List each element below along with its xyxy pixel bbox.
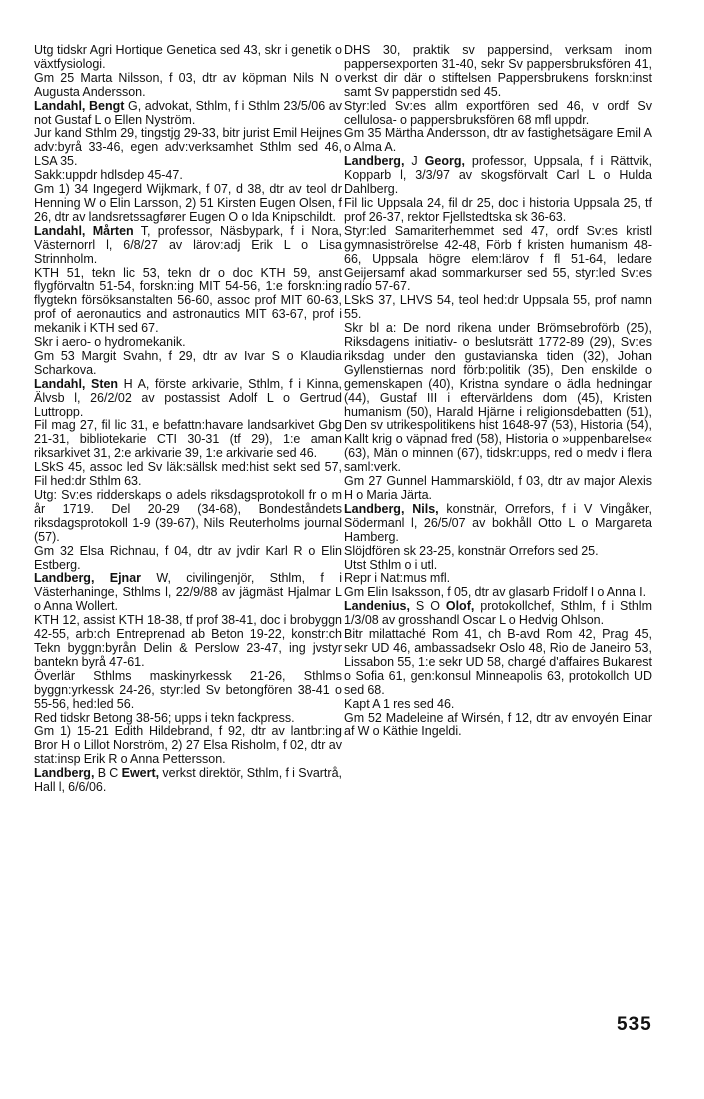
entry-text: Gm 25 Marta Nilsson, f 03, dtr av köpman Nils N o Augusta Andersson. — [34, 70, 342, 99]
biography-paragraph — [34, 545, 342, 573]
entry-text: Fil mag 27, fil lic 31, e befattn:havare landsarkivet Gbg 21-31, bibliotekarie CTI 30-31 (tf 29), 1:e aman riksarkivet 31, 2:e arkivarie 39, 1:e arkivarie sed 46. — [34, 418, 342, 461]
entry-text: professor, Uppsala, f i Rättvik, Kopparb l, 3/3/97 av skogsförvalt Carl L o Hulda Dahlberg. — [344, 154, 652, 197]
entry-text: Jur kand Sthlm 29, tingstjg 29-33, bitr jurist Emil Heijnes adv:byrå 33-46, egen adv:verksamhet Sthlm sed 46, LSA 35. — [34, 126, 342, 169]
entry-text: LSkS 45, assoc led Sv läk:sällsk med:hist sekt sed 57, Fil hed:dr Sthlm 63. — [34, 460, 342, 489]
entry-text: Gm 32 Elsa Richnau, f 04, dtr av jvdir Karl R o Elin Estberg. — [34, 543, 342, 572]
biography-paragraph — [344, 225, 652, 295]
biography-paragraph — [34, 44, 342, 72]
entry-text: Slöjdfören sk 23-25, konstnär Orrefors sed 25. — [344, 543, 599, 558]
entry-text: Utst Sthlm o i utl. — [344, 557, 438, 572]
biography-paragraph — [34, 127, 342, 169]
entry-text: DHS 30, praktik sv pappersind, verksam inom pappersexporten 31-40, sekr Sv pappersbruksfören 41, verkst dir där o stiftelsen Pappersbrukens forskn:inst samt Sv papperstidn sed 45. — [344, 43, 652, 99]
biography-paragraph — [34, 336, 342, 350]
biography-entry-heading-paragraph — [344, 155, 652, 197]
entry-name-given: Olof, — [445, 599, 475, 614]
entry-text: Styr:led Sv:es allm exportfören sed 46, v ordf Sv cellulosa- o pappersbruksfören 68 mfl uppdr. — [344, 98, 652, 127]
entry-text: Överlär Sthlms maskinyrkessk 21-26, Sthlms byggn:yrkessk 24-26, styr:led Sv betongfören 38-41 o 55-56, hed:led 56. — [34, 668, 342, 711]
entry-text: Gm 27 Gunnel Hammarskiöld, f 03, dtr av major Alexis H o Maria Järta. — [344, 474, 652, 502]
entry-text: Kapt A 1 res sed 46. — [344, 696, 455, 711]
right-column — [344, 44, 652, 739]
entry-name: Landahl, Sten — [34, 376, 119, 391]
biography-paragraph — [34, 183, 342, 225]
biography-paragraph — [344, 698, 652, 712]
entry-name: Landahl, Bengt — [34, 98, 125, 113]
entry-name: Landberg, — [34, 766, 95, 781]
entry-text: Gm 1) 15-21 Edith Hildebrand, f 92, dtr av lantbr:ing Bror H o Lillot Norström, 2) 27 Elsa Risholm, f 02, dtr av stat:insp Erik R o Anna Pettersson. — [34, 724, 342, 767]
biography-paragraph — [34, 267, 342, 337]
biography-paragraph — [34, 350, 342, 378]
entry-name: Landahl, Mårten — [34, 223, 134, 238]
entry-text: T, professor, Näsbypark, f i Nora, Västernorrl l, 6/8/27 av lärov:adj Erik L o Lisa Strinnholm. — [34, 223, 342, 266]
biography-paragraph — [34, 670, 342, 712]
entry-text: Red tidskr Betong 38-56; upps i tekn fackpress. — [34, 710, 295, 725]
biography-paragraph — [344, 586, 652, 600]
entry-text: Gm Elin Isaksson, f 05, dtr av glasarb Fridolf I o Anna I. — [344, 585, 647, 600]
entry-name-given: Ewert, — [121, 766, 160, 781]
entry-text: H A, förste arkivarie, Sthlm, f i Kinna, Älvsb l, 26/2/02 av postassist Adolf L o Gertrud Luttropp. — [34, 376, 343, 419]
biography-paragraph — [34, 72, 342, 100]
biography-paragraph — [344, 545, 652, 559]
biography-paragraph — [344, 197, 652, 225]
biography-paragraph — [344, 572, 652, 586]
biography-paragraph — [344, 322, 652, 475]
entry-text: S O — [409, 599, 446, 614]
biography-paragraph — [34, 489, 342, 545]
entry-text: Fil lic Uppsala 24, fil dr 25, doc i historia Uppsala 25, tf prof 26-37, rektor Fjellstedtska sk 36-63. — [344, 195, 652, 224]
entry-text: Bitr milattaché Rom 41, ch B-avd Rom 42, Prag 45, sekr UD 46, ambassadsekr Oslo 48, Rio de Janeiro 53, Lissabon 55, 1:e sekr UD 58, chargé d'affaires Bukarest o Sofia 61, gen:konsul Minneapolis 63, protokollch UD sed 68. — [344, 627, 652, 697]
entry-name: Landberg, Nils, — [344, 501, 439, 516]
biography-paragraph — [344, 628, 652, 698]
entry-name-given: Georg, — [424, 154, 465, 169]
entry-text: konstnär, Orrefors, f i V Vingåker, Södermanl l, 26/5/07 av bokhåll Otto L o Margareta Hamberg. — [344, 501, 652, 544]
biography-entry-heading-paragraph — [344, 503, 652, 545]
biography-paragraph — [34, 169, 342, 183]
entry-text: Skr bl a: De nord rikena under Brömsebroförb (25), Riksdagens initiativ- o beslutsrätt 1772-89 (29), Sv:es riksdag under den gustavianska tiden (32), Johan Gyllenstiernas nord förb:politik (35), Den enskilde o gemenskapen (40), Kristna syndare o ädla hedningar (44), Gustaf III i eftervärldens dom (45), Kristen humanism (50), Harald Hjärne i religionsdebatten (51), Den sv utrikespolitikens hist 1648-97 (53), Historia (54), Kallt krig o väpnad fred (58), Historia o »uppenbarelse« (63), Män o minnen (67), tidskr:upps, red o medv i flera saml:verk. — [344, 321, 652, 475]
biography-paragraph — [344, 44, 652, 100]
entry-text: Sakk:uppdr hdlsdep 45-47. — [34, 168, 183, 183]
biography-entry-heading-paragraph — [34, 225, 342, 267]
biography-paragraph — [344, 127, 652, 155]
biography-paragraph — [34, 419, 342, 461]
entry-text: Styr:led Samariterhemmet sed 47, ordf Sv:es kristl gymnasiströrelse 42-48, Förb f kristen humanism 48-66, Uppsala högre elem:lärov f fl 51-64, ledare Geijersamf akad sommarkurser sed 55, styr:led Sv:es radio 57-67. — [344, 223, 652, 294]
biography-entry-heading-paragraph — [34, 767, 342, 795]
entry-text: KTH 51, tekn lic 53, tekn dr o doc KTH 59, anst flygförvaltn 51-54, forskn:ing MIT 54-56, 1:e forskn:ing flygtekn försöksanstalten 56-60, assoc prof MIT 60-63, prof of aeronautics and astronautics MIT 63-67, prof i mekanik i KTH sed 67. — [34, 265, 342, 336]
entry-text: protokollchef, Sthlm, f i Sthlm 1/3/08 av grosshandl Oscar L o Hedvig Ohlson. — [344, 599, 652, 628]
entry-text: Gm 1) 34 Ingegerd Wijkmark, f 07, d 38, dtr av teol dr Henning W o Elin Larsson, 2) 51 Kirsten Eugen Olsen, f 26, dtr av landsretssagfører Eugen O o Ida Knipschildt. — [34, 182, 342, 224]
entry-name: Landberg, — [344, 154, 405, 169]
entry-name: Landberg, Ejnar — [34, 571, 142, 586]
entry-text: Skr i aero- o hydromekanik. — [34, 335, 186, 350]
entry-text: verkst direktör, Sthlm, f i Svartrå, Hall l, 6/6/06. — [34, 766, 342, 795]
biography-paragraph — [344, 100, 652, 128]
entry-name: Landenius, — [344, 599, 410, 614]
biography-paragraph — [34, 614, 342, 670]
biography-paragraph — [344, 294, 652, 322]
entry-text: Repr i Nat:mus mfl. — [344, 571, 451, 586]
biography-paragraph — [344, 559, 652, 573]
entry-text: G, advokat, Sthlm, f i Sthlm 23/5/06 av not Gustaf L o Ellen Nyström. — [34, 98, 342, 127]
biography-paragraph — [34, 461, 342, 489]
entry-text: KTH 12, assist KTH 18-38, tf prof 38-41, doc i brobyggn 42-55, arb:ch Entreprenad ab Beton 19-22, konstr:ch Tekn byggn:byrån Delin & Perslow 23-47, ing jvstyr bantekn byrå 47-61. — [34, 613, 342, 669]
entry-text: Utg: Sv:es ridderskaps o adels riksdagsprotokoll fr o m år 1719. Del 20-29 (34-68), Bondeståndets riksdagsprotokoll 1-9 (39-67), Nils Reuterholms journal (57). — [34, 488, 342, 544]
left-column — [34, 44, 342, 795]
entry-text: Gm 52 Madeleine af Wirsén, f 12, dtr av envoyén Einar af W o Käthie Ingeldi. — [344, 710, 652, 739]
biography-entry-heading-paragraph — [34, 378, 342, 420]
biography-entry-heading-paragraph — [34, 572, 342, 614]
entry-text: Utg tidskr Agri Hortique Genetica sed 43, skr i genetik o växtfysiologi. — [34, 43, 342, 71]
page-number: 535 — [617, 1014, 652, 1035]
biography-paragraph — [344, 712, 652, 740]
entry-text: Gm 35 Märtha Andersson, dtr av fastighetsägare Emil A o Alma A. — [344, 126, 652, 155]
biography-paragraph — [34, 712, 342, 726]
biography-paragraph — [34, 725, 342, 767]
biography-entry-heading-paragraph — [34, 100, 342, 128]
entry-text: W, civilingenjör, Sthlm, f i Västerhaninge, Sthlms l, 22/9/88 av jägmäst Hjalmar L o Anna Wollert. — [34, 571, 342, 614]
biography-paragraph — [344, 475, 652, 503]
entry-text: LSkS 37, LHVS 54, teol hed:dr Uppsala 55, prof namn 55. — [344, 293, 652, 322]
entry-text: J — [404, 154, 425, 169]
entry-text: B C — [94, 766, 122, 781]
entry-text: Gm 53 Margit Svahn, f 29, dtr av Ivar S o Klaudia Scharkova. — [34, 348, 342, 377]
biography-entry-heading-paragraph — [344, 600, 652, 628]
